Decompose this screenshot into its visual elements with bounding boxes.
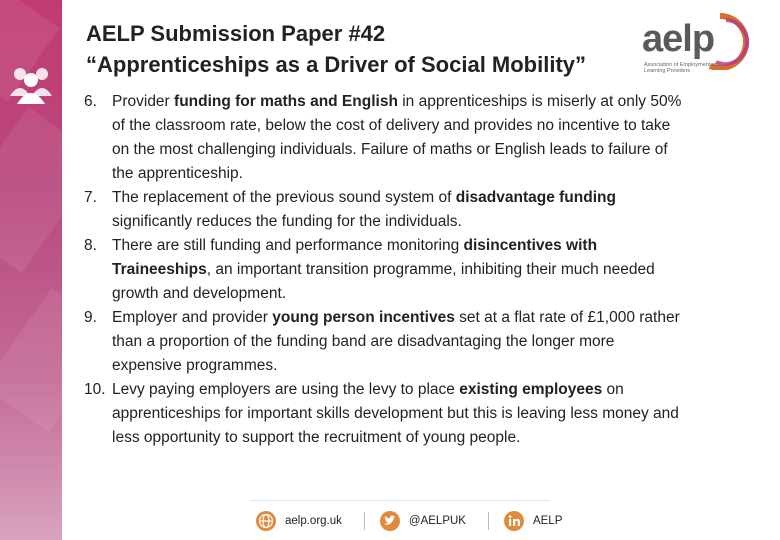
footer-divider bbox=[250, 500, 550, 501]
globe-icon bbox=[255, 510, 277, 532]
linkedin-name[interactable]: AELP bbox=[532, 515, 563, 527]
decorative-sidebar bbox=[0, 0, 62, 540]
item-text: set at a flat rate of £1,000 rather than a proportion of the funding band are disadvantaging the longer more expensive programmes. bbox=[112, 309, 680, 374]
website-link[interactable]: aelp.org.uk bbox=[285, 515, 342, 527]
list-item bbox=[84, 378, 684, 450]
item-bold-text: young person incentives bbox=[272, 309, 455, 326]
footer bbox=[255, 508, 584, 534]
list-item bbox=[84, 306, 684, 378]
item-text: Provider bbox=[112, 93, 175, 110]
item-text: on apprenticeships for important skills development but this is leaving less money and less opportunity to support the recruitment of young people. bbox=[112, 381, 679, 446]
item-text: significantly reduces the funding for the individuals. bbox=[112, 213, 462, 230]
list-number: 9. bbox=[84, 309, 97, 326]
list-number: 8. bbox=[84, 237, 97, 254]
footer-linkedin[interactable] bbox=[503, 510, 562, 532]
logo-wordmark: aelp bbox=[642, 18, 715, 60]
item-text: The replacement of the previous sound system of bbox=[112, 189, 456, 206]
footer-website[interactable] bbox=[255, 510, 342, 532]
footer-twitter[interactable] bbox=[379, 510, 466, 532]
item-bold-text: existing employees bbox=[459, 381, 603, 398]
title-line-1: AELP Submission Paper #42 bbox=[86, 21, 386, 46]
people-group-icon bbox=[8, 62, 54, 106]
list-number: 7. bbox=[84, 189, 97, 206]
aelp-logo bbox=[640, 10, 760, 82]
item-text: in apprenticeships is miserly at only 50% of the classroom rate, below the cost of delivery and provides no incentive to take on the most challenging individuals. Failure of maths or English leads to failure of the apprenticeship. bbox=[112, 93, 682, 182]
item-bold-text: disadvantage funding bbox=[455, 189, 616, 206]
item-bold-text: funding for maths and English bbox=[174, 93, 398, 110]
footer-separator bbox=[488, 512, 489, 530]
list-item bbox=[84, 186, 684, 234]
item-text: Levy paying employers are using the levy to place bbox=[112, 381, 460, 398]
item-text: There are still funding and performance monitoring bbox=[112, 237, 464, 254]
list-number: 10. bbox=[84, 381, 106, 398]
linkedin-icon bbox=[503, 510, 525, 532]
page-title bbox=[86, 18, 646, 80]
logo-subtitle: Association of Employment and Learning Providers bbox=[644, 62, 722, 74]
numbered-list bbox=[84, 90, 684, 450]
item-bold-text: disincentives with Traineeships bbox=[112, 237, 598, 278]
item-text: Employer and provider bbox=[112, 309, 273, 326]
twitter-icon bbox=[379, 510, 401, 532]
list-item bbox=[84, 90, 684, 186]
footer-separator bbox=[364, 512, 365, 530]
item-text: , an important transition programme, inhibiting their much needed growth and development. bbox=[112, 261, 655, 302]
title-line-2: “Apprenticeships as a Driver of Social Mobility” bbox=[86, 52, 587, 77]
list-number: 6. bbox=[84, 93, 97, 110]
list-item bbox=[84, 234, 684, 306]
twitter-handle[interactable]: @AELPUK bbox=[408, 515, 466, 527]
